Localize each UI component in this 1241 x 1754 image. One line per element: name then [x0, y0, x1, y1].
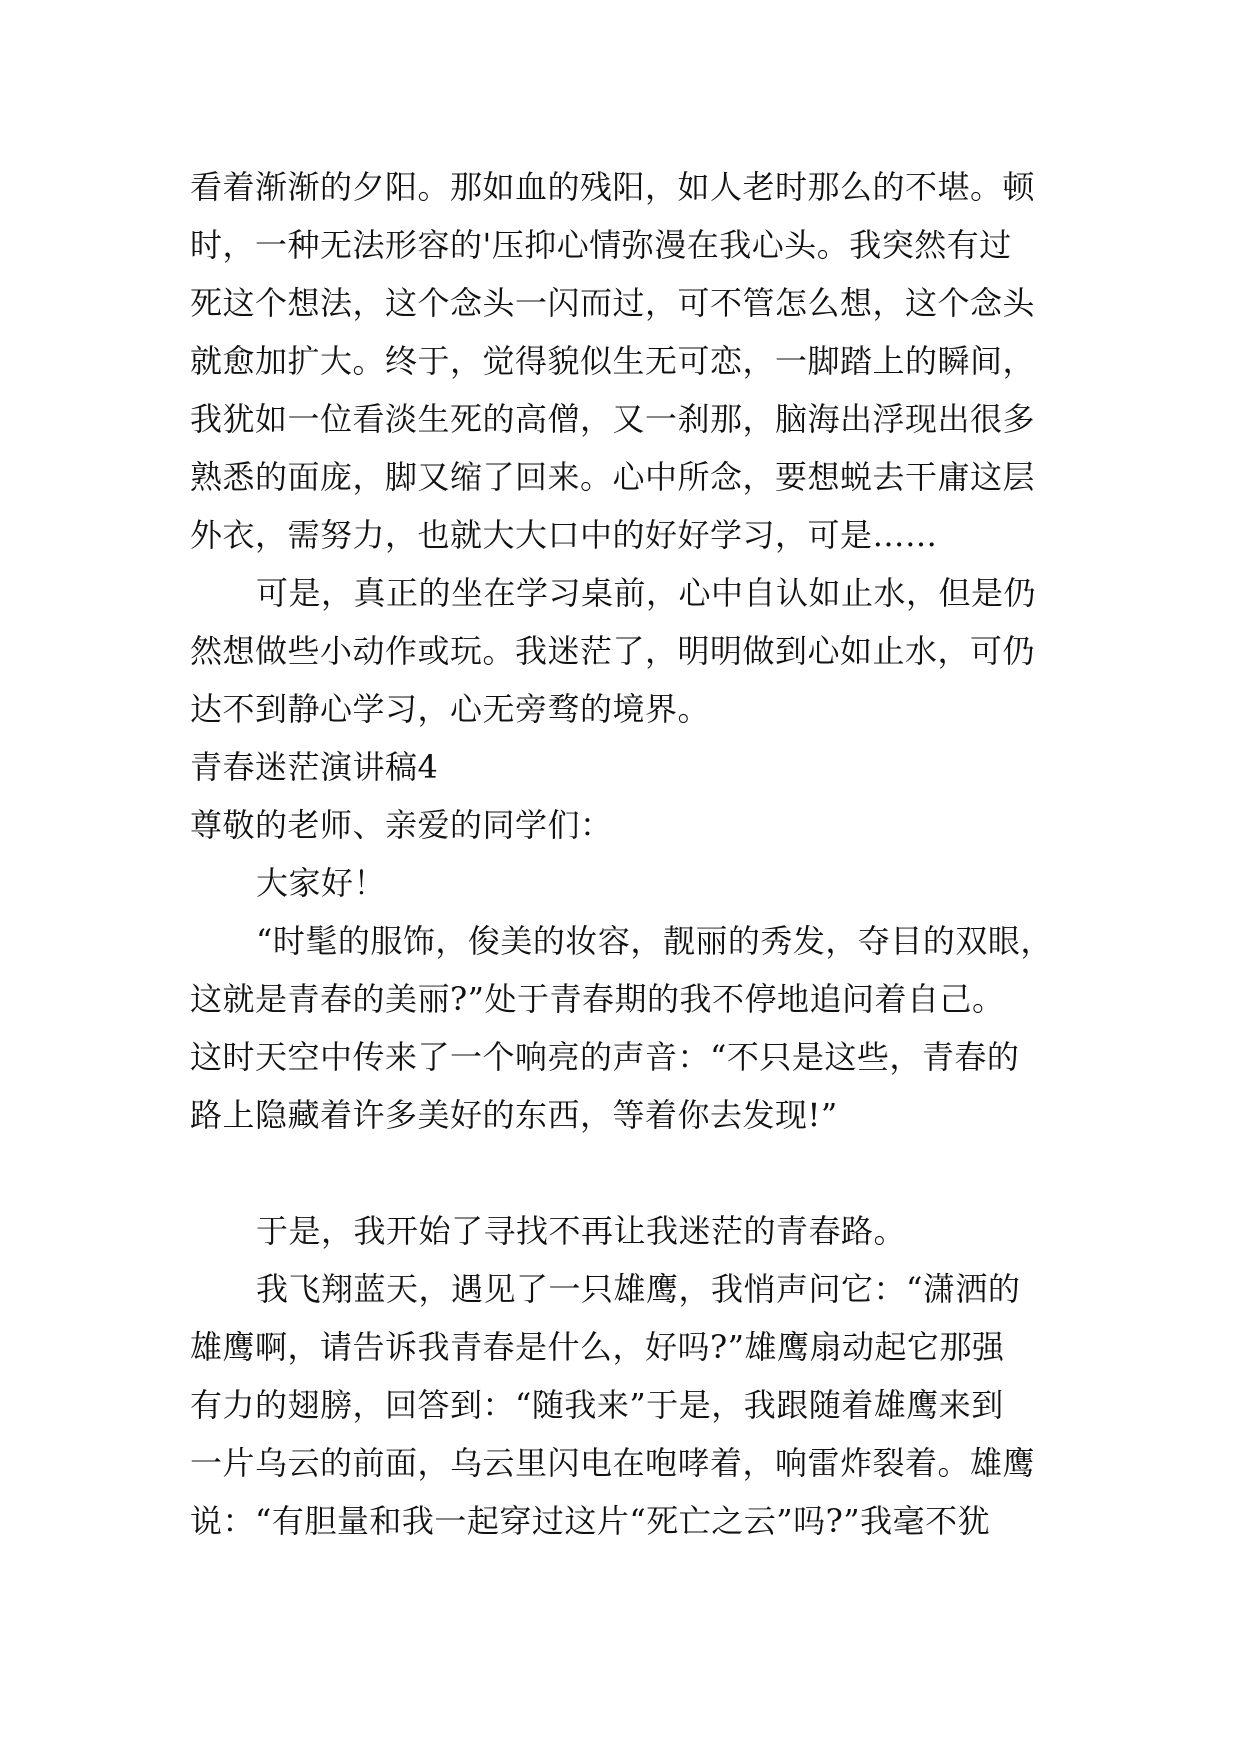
text-line: 可是，真正的坐在学习桌前，心中自认如止水，但是仍 — [256, 574, 1037, 612]
text-line: 就愈加扩大。终于，觉得貌似生无可恋，一脚踏上的瞬间， — [190, 342, 1036, 380]
text-line: 时，一种无法形容的'压抑心情弥漫在我心头。我突然有过 — [190, 226, 1012, 264]
text-line: “时髦的服饰，俊美的妆容，靓丽的秀发，夺目的双眼， — [256, 922, 1053, 960]
document-body — [190, 158, 1070, 1550]
salutation: 尊敬的老师、亲爱的同学们： — [190, 806, 613, 844]
text-line: 路上隐藏着许多美好的东西，等着你去发现!” — [190, 1096, 838, 1134]
greeting: 大家好！ — [256, 864, 387, 902]
blank-line — [190, 1144, 1070, 1202]
text-line: 外衣，需努力，也就大大口中的好好学习，可是…… — [190, 516, 938, 554]
section-heading: 青春迷茫演讲稿4 — [190, 748, 439, 786]
text-line: 有力的翅膀，回答到：“随我来”于是，我跟随着雄鹰来到 — [190, 1386, 1004, 1424]
text-line: 熟悉的面庞，脚又缩了回来。心中所念，要想蜕去干庸这层 — [190, 458, 1036, 496]
text-line: 说：“有胆量和我一起穿过这片“死亡之云”吗?”我毫不犹 — [190, 1502, 991, 1540]
text-line: 于是，我开始了寻找不再让我迷茫的青春路。 — [256, 1212, 907, 1250]
text-line: 我犹如一位看淡生死的高僧，又一刹那，脑海出浮现出很多 — [190, 400, 1036, 438]
text-line: 死这个想法，这个念头一闪而过，可不管怎么想，这个念头 — [190, 284, 1036, 322]
text-line: 一片乌云的前面，乌云里闪电在咆哮着，响雷炸裂着。雄鹰 — [190, 1444, 1036, 1482]
text-line: 然想做些小动作或玩。我迷茫了，明明做到心如止水，可仍 — [190, 632, 1036, 670]
text-line: 这就是青春的美丽?”处于青春期的我不停地追问着自己。 — [190, 980, 1005, 1018]
text-line: 达不到静心学习，心无旁骛的境界。 — [190, 690, 711, 728]
text-line: 看着渐渐的夕阳。那如血的残阳，如人老时那么的不堪。顿 — [190, 168, 1036, 206]
text-line: 我飞翔蓝天，遇见了一只雄鹰，我悄声问它：“潇洒的 — [256, 1270, 1021, 1308]
text-line: 这时天空中传来了一个响亮的声音：“不只是这些，青春的 — [190, 1038, 1020, 1076]
text-line: 雄鹰啊，请告诉我青春是什么，好吗?”雄鹰扇动起它那强 — [190, 1328, 1005, 1366]
